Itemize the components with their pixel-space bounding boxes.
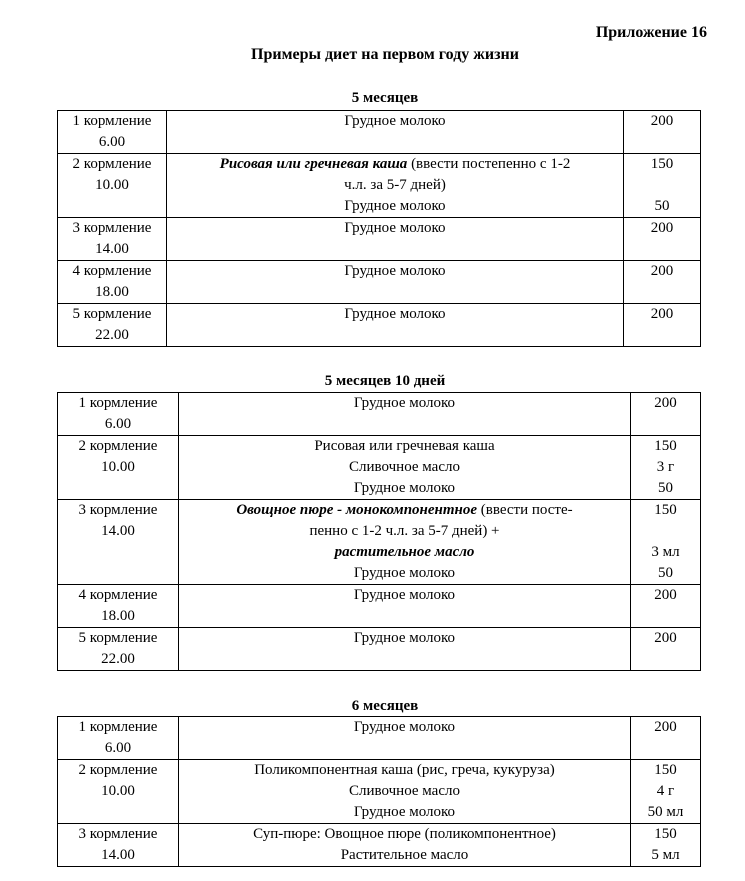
appendix-label: Приложение 16 [595,24,707,41]
amount-cell: 200 [624,218,701,261]
feeding-cell: 4 кормление 18.00 [58,261,167,304]
table-row [58,760,701,824]
diet-table-5-months-10-days [57,392,701,671]
amount-cell: 150 4 г 50 мл [631,760,701,824]
amount-cell: 200 [624,304,701,347]
amount-cell: 150 5 мл [631,824,701,867]
amount-cell: 150 3 г 50 [631,436,701,500]
feeding-cell: 2 кормление 10.00 [58,760,179,824]
amount-cell: 200 [624,261,701,304]
feeding-cell: 1 кормление 6.00 [58,717,179,760]
table-row [58,585,701,628]
food-cell: Грудное молоко [167,261,624,304]
table-row [58,436,701,500]
table-row [58,304,701,347]
table-row [58,261,701,304]
food-cell: Грудное молоко [179,628,631,671]
section-title: 6 месяцев [351,698,419,714]
table-row [58,218,701,261]
feeding-cell: 1 кормление 6.00 [58,393,179,436]
food-cell: Овощное пюре - монокомпонентное (ввести посте- пенно с 1-2 ч.л. за 5-7 дней) + растительное масло Грудное молоко [179,500,631,585]
amount-cell: 150 3 мл 50 [631,500,701,585]
food-cell: Рисовая или гречневая каша (ввести постепенно с 1-2 ч.л. за 5-7 дней) Грудное молоко [167,154,624,218]
document-title: Примеры диет на первом году жизни [251,46,519,63]
amount-cell: 150 50 [624,154,701,218]
feeding-cell: 1 кормление 6.00 [58,111,167,154]
table-row [58,393,701,436]
amount-cell: 200 [631,393,701,436]
amount-cell: 200 [631,585,701,628]
food-cell: Грудное молоко [179,393,631,436]
section-title: 5 месяцев 10 дней [324,373,446,389]
feeding-cell: 3 кормление 14.00 [58,824,179,867]
table-row [58,628,701,671]
diet-table-5-months [57,110,701,347]
feeding-cell: 3 кормление 14.00 [58,500,179,585]
feeding-cell: 5 кормление 22.00 [58,304,167,347]
amount-cell: 200 [631,628,701,671]
food-cell: Грудное молоко [167,218,624,261]
table-row [58,500,701,585]
amount-cell: 200 [624,111,701,154]
food-cell: Грудное молоко [167,304,624,347]
food-cell: Рисовая или гречневая каша Сливочное масло Грудное молоко [179,436,631,500]
feeding-cell: 5 кормление 22.00 [58,628,179,671]
food-cell: Грудное молоко [179,585,631,628]
food-cell: Суп-пюре: Овощное пюре (поликомпонентное) Растительное масло [179,824,631,867]
feeding-cell: 3 кормление 14.00 [58,218,167,261]
food-cell: Поликомпонентная каша (рис, греча, кукуруза) Сливочное масло Грудное молоко [179,760,631,824]
food-cell: Грудное молоко [179,717,631,760]
feeding-cell: 4 кормление 18.00 [58,585,179,628]
table-row [58,154,701,218]
table-row [58,717,701,760]
diet-table-6-months [57,716,701,867]
feeding-cell: 2 кормление 10.00 [58,436,179,500]
amount-cell: 200 [631,717,701,760]
section-title: 5 месяцев [351,90,419,106]
feeding-cell: 2 кормление 10.00 [58,154,167,218]
table-row [58,111,701,154]
table-row [58,824,701,867]
food-cell: Грудное молоко [167,111,624,154]
